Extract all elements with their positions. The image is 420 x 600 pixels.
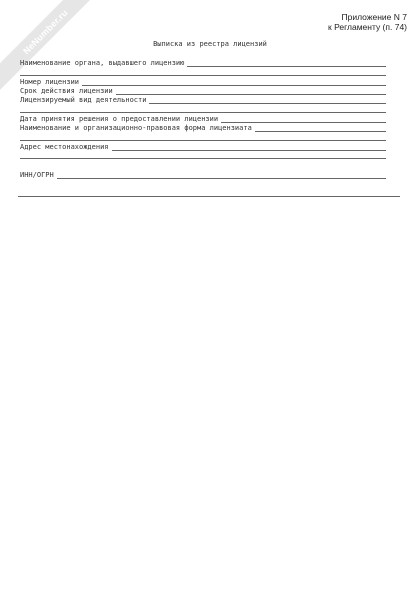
field-license-term [20,87,386,95]
field-issuing-authority-line [187,60,386,67]
field-activity-type [20,96,386,104]
field-issuing-authority [20,59,386,67]
field-activity-type-line [149,97,386,104]
field-address [20,143,386,151]
field-license-number [20,78,386,86]
blank-line [20,140,386,141]
field-issuing-authority-label: Наименование органа, выдавшего лицензию [20,59,185,67]
appendix-note [328,12,407,32]
field-license-number-label: Номер лицензии [20,78,80,86]
watermark-text: NeNumber.ru [20,7,70,56]
appendix-line-1: Приложение N 7 [341,12,407,22]
field-inn-ogrn-line [57,172,386,179]
appendix-line-2: к Регламенту (п. 74) [327,22,407,32]
blank-line [20,112,386,113]
field-address-line [112,144,386,151]
bottom-rule [18,196,400,197]
document-title: Выписка из реестра лицензий [153,40,267,48]
field-license-number-line [82,79,386,86]
field-decision-date-label: Дата принятия решения о предоставлении лицензии [20,115,219,123]
blank-line [20,158,386,159]
field-license-term-label: Срок действия лицензии [20,87,113,95]
field-address-label: Адрес местонахождения [20,143,109,151]
field-licensee-name-label: Наименование и организационно-правовая форма лицензиата [20,124,252,132]
blank-line [20,75,386,76]
field-licensee-name [20,124,386,132]
field-decision-date-line [221,116,386,123]
field-activity-type-label: Лицензируемый вид деятельности [20,96,147,104]
field-licensee-name-line [255,125,386,132]
field-decision-date [20,115,386,123]
field-inn-ogrn [20,171,386,179]
field-license-term-line [116,88,386,95]
field-inn-ogrn-label: ИНН/ОГРН [20,171,54,179]
